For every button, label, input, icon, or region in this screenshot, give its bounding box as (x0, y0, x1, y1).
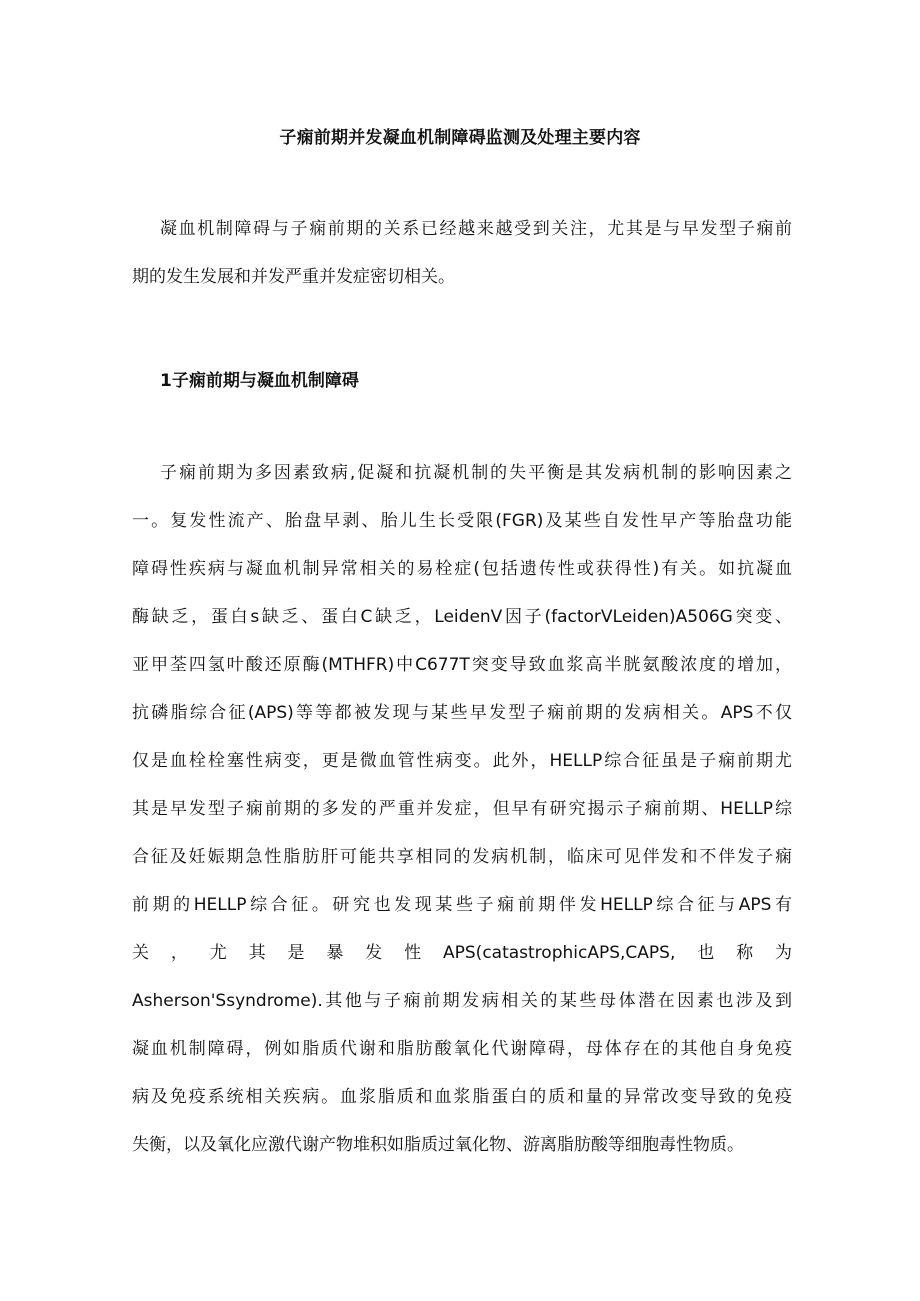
paragraph-line-7: 仅是血栓栓塞性病变，更是微血管性病变。此外，HELLP综合征虽是子痫前期尤 (132, 751, 792, 771)
paragraph-line-12: Asherson'Ssyndrome).其他与子痫前期发病相关的某些母体潜在因素也涉及到 (132, 991, 792, 1011)
paragraph-line-13: 凝血机制障碍，例如脂质代谢和脂肪酸氧化代谢障碍，母体存在的其他自身免疫 (132, 1039, 792, 1059)
paragraph-line-1: 子痫前期为多因素致病,促凝和抗凝机制的失平衡是其发病机制的影响因素之 (160, 463, 792, 483)
paragraph-line-8: 其是早发型子痫前期的多发的严重并发症，但早有研究揭示子痫前期、HELLP综 (132, 799, 792, 819)
paragraph-line-4: 酶缺乏，蛋白s缺乏、蛋白C缺乏，LeidenV因子(factorVLeiden)A506G突变、 (132, 607, 792, 627)
section-heading: 1子痫前期与凝血机制障碍 (160, 371, 359, 391)
paragraph-line-15: 失衡，以及氧化应激代谢产物堆积如脂质过氧化物、游离脂肪酸等细胞毒性物质。 (132, 1135, 744, 1155)
paragraph-line-2: 一。复发性流产、胎盘早剥、胎儿生长受限(FGR)及某些自发性早产等胎盘功能 (132, 511, 792, 531)
paragraph-line-3: 障碍性疾病与凝血机制异常相关的易栓症(包括遗传性或获得性)有关。如抗凝血 (132, 559, 792, 579)
paragraph-line-11: 关，尤其是暴发性APS(catastrophicAPS,CAPS,也称为 (132, 943, 792, 963)
intro-line-1: 凝血机制障碍与子痫前期的关系已经越来越受到关注，尤其是与早发型子痫前 (160, 219, 792, 239)
intro-line-2: 期的发生发展和并发严重并发症密切相关。 (132, 267, 455, 287)
paragraph-line-5: 亚甲荃四氢叶酸还原酶(MTHFR)中C677T突变导致血浆高半胱氨酸浓度的增加， (132, 655, 792, 675)
paragraph-line-10: 前期的HELLP综合征。研究也发现某些子痫前期伴发HELLP综合征与APS有 (132, 895, 792, 915)
paragraph-line-9: 合征及妊娠期急性脂肪肝可能共享相同的发病机制，临床可见伴发和不伴发子痫 (132, 847, 792, 867)
paragraph-line-14: 病及免疫系统相关疾病。血浆脂质和血浆脂蛋白的质和量的异常改变导致的免疫 (132, 1087, 792, 1107)
document-title: 子痫前期并发凝血机制障碍监测及处理主要内容 (279, 128, 641, 148)
paragraph-line-6: 抗磷脂综合征(APS)等等都被发现与某些早发型子痫前期的发病相关。APS不仅 (132, 703, 792, 723)
